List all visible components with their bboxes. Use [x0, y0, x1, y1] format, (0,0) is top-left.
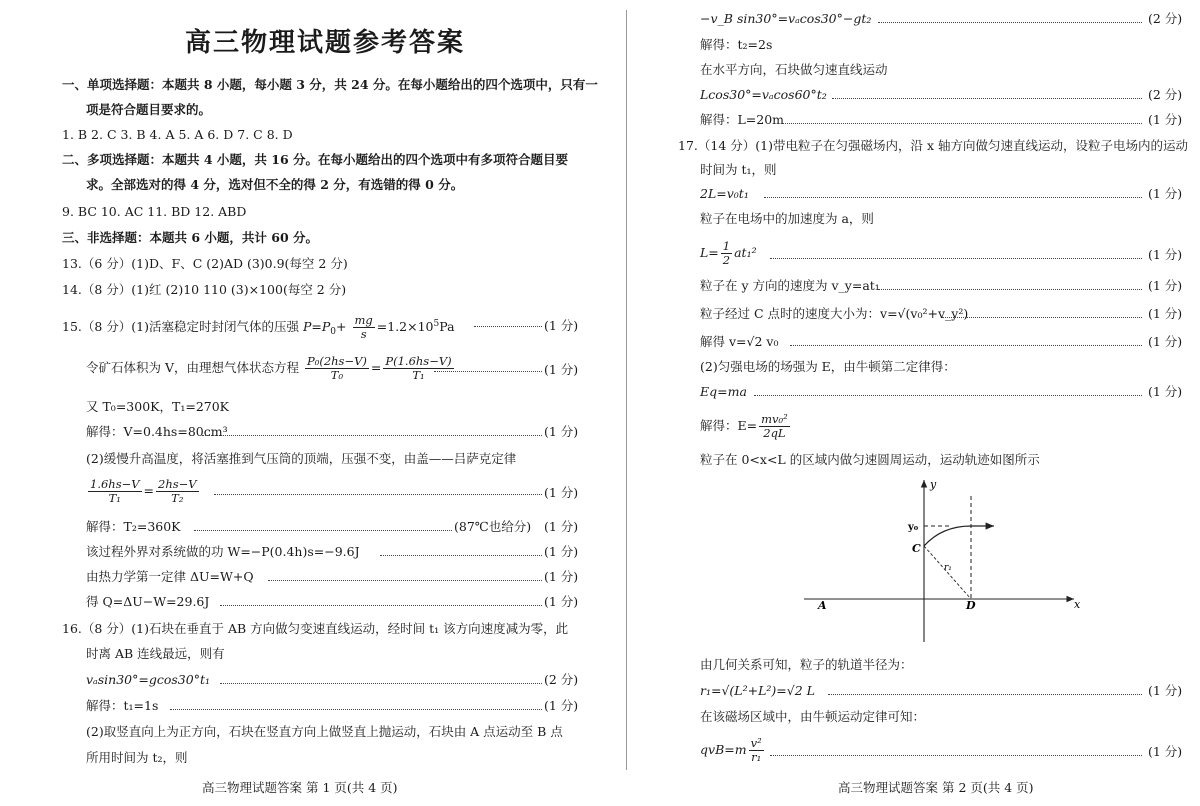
- q17-line-9: (2)匀强电场的场强为 E，由牛顿第二定律得：: [700, 359, 956, 374]
- q17-line-5: L= $\frac{1}{2}$ at₁²: [700, 239, 757, 267]
- q17-line-1: 17.（14 分）(1)带电粒子在匀强磁场内，沿 x 轴方向做匀速直线运动，设粒子电场内的运动: [678, 138, 1188, 153]
- leader-dots: [832, 98, 1142, 99]
- leader-dots: [828, 694, 1142, 695]
- field-strength-fraction: $\frac{\text{mv₀²}}{2qL}$: [761, 412, 788, 440]
- page-1-footer: 高三物理试题答案 第 1 页(共 4 页): [202, 780, 398, 795]
- point-a-label: A: [818, 599, 827, 612]
- q15-score-6: (1 分): [544, 544, 579, 559]
- q15-score-2: (1 分): [544, 362, 579, 377]
- leader-dots: [878, 289, 1142, 290]
- q15-score-4: (1 分): [544, 485, 579, 500]
- leader-dots: [434, 371, 542, 372]
- section-2-heading: 二、多项选择题：本题共 4 小题，共 16 分。在每小题给出的四个选项中有多项符合题目要: [62, 152, 569, 167]
- q15-line-2: 令矿石体积为 V，由理想气体状态方程 $\frac{\text{P₀(2hs−V)}}{\text{T₀}}$ = $\frac{P(1.6hs-V)}{\text{T₁}}$: [86, 354, 452, 382]
- q17-score-5: (1 分): [1148, 334, 1183, 349]
- radius-label: r₁: [944, 563, 952, 573]
- leader-dots: [474, 326, 542, 327]
- q15-line-6: $\frac{1.6hs-V}{\text{T₁}}$ = $\frac{2hs-V}{\text{T₂}}$: [90, 477, 197, 505]
- q17-score-2: (1 分): [1148, 247, 1183, 262]
- answers-1-8: 1. B 2. C 3. B 4. A 5. A 6. D 7. C 8. D: [62, 127, 293, 142]
- q17-line-3: 2L=v₀t₁: [700, 186, 749, 201]
- q17-line-16: qvB=m $\frac{\text{v²}}{\text{r₁}}$: [700, 736, 762, 764]
- q15-score-5: (1 分): [544, 519, 579, 534]
- leader-dots: [754, 395, 1142, 396]
- q17-score-3: (1 分): [1148, 278, 1183, 293]
- q15-note: (87℃也给分): [454, 519, 532, 534]
- x-axis-label: x: [1074, 598, 1081, 611]
- q15-line-8: 该过程外界对系统做的功 W=−P(0.4h)s=−9.6J: [86, 544, 360, 559]
- q15-eq-p: P=P: [303, 319, 331, 334]
- q15-line-1: 15.（8 分）(1)活塞稳定时封闭气体的压强 $P=P_0+$ $\frac{mg}{s}$ $=1.2\times 10^5Pa$: [62, 313, 455, 341]
- point-d-label: D: [966, 599, 976, 612]
- centripetal-fraction: $\frac{\text{v²}}{\text{r₁}}$: [750, 736, 762, 764]
- point-c-label: C: [912, 542, 921, 555]
- leader-dots: [220, 683, 542, 684]
- q17-line-4: 粒子在电场中的加速度为 a，则: [700, 211, 874, 226]
- y-axis-label: y: [930, 478, 937, 491]
- q15-line-9: 由热力学第一定律 ΔU=W+Q: [86, 569, 254, 584]
- q17-line-2: 时间为 t₁，则: [700, 162, 777, 177]
- q16-line-5: (2)取竖直向上为正方向，石块在竖直方向上做竖直上抛运动，石块由 A 点运动至 B 点: [86, 724, 563, 739]
- q17-score-4: (1 分): [1148, 306, 1183, 321]
- trajectory-arc: [924, 526, 971, 546]
- leader-dots: [770, 258, 1142, 259]
- leader-dots: [942, 317, 1142, 318]
- q16-cont-eq2: Lcos30°=vₐcos60°t₂: [700, 87, 827, 102]
- q17-score-1: (1 分): [1148, 186, 1183, 201]
- page-2-footer: 高三物理试题答案 第 2 页(共 4 页): [838, 780, 1034, 795]
- page-title: 高三物理试题参考答案: [184, 28, 465, 58]
- q17-line-13: 由几何关系可知，粒子的轨道半径为：: [700, 657, 913, 672]
- page-divider: [626, 10, 627, 770]
- q16-score-3: (2 分): [1148, 11, 1183, 26]
- q15-line-7: 解得：T₂=360K: [86, 519, 181, 534]
- q15-line-4: 解得：V=0.4hs=80cm³: [86, 424, 228, 439]
- q15-score-3: (1 分): [544, 424, 579, 439]
- leader-dots: [268, 580, 542, 581]
- q16-line-2: 时离 AB 连线最远，则有: [86, 646, 225, 661]
- gay-lussac-fraction-2: $\frac{2hs-V}{\text{T₂}}$: [158, 477, 197, 505]
- leader-dots: [790, 345, 1142, 346]
- section-2-heading-cont: 求。全部选对的得 4 分，选对但不全的得 2 分，有选错的得 0 分。: [86, 177, 464, 192]
- q16-score-2: (1 分): [544, 698, 579, 713]
- gay-lussac-fraction-1: $\frac{1.6hs-V}{\text{T₁}}$: [90, 477, 140, 505]
- answers-9-12: 9. BC 10. AC 11. BD 12. ABD: [62, 204, 247, 219]
- q17-line-8: 解得 v=√2 v₀: [700, 334, 779, 349]
- leader-dots: [380, 555, 542, 556]
- trajectory-diagram: [802, 476, 1092, 644]
- q17-line-10: Eq=ma: [700, 384, 747, 399]
- half-fraction: $\frac{1}{2}$: [722, 239, 731, 267]
- q15-eq-plus: +: [336, 319, 347, 334]
- leader-dots: [202, 435, 542, 436]
- section-1-heading-cont: 项是符合题目要求的。: [86, 102, 212, 117]
- q16-line-3: vₐsin30°=gcos30°t₁: [86, 672, 210, 687]
- q16-cont-L: 解得：L=20m: [700, 112, 785, 127]
- q15-head: 15.（8 分）(1)活塞稳定时封闭气体的压强: [62, 319, 300, 334]
- section-3-heading: 三、非选择题：本题共 6 小题，共计 60 分。: [62, 230, 319, 245]
- q16-score-5: (1 分): [1148, 112, 1183, 127]
- q16-cont-t2: 解得：t₂=2s: [700, 37, 773, 52]
- q17-score-7: (1 分): [1148, 683, 1183, 698]
- section-1-heading: 一、单项选择题：本题共 8 小题，每小题 3 分，共 24 分。在每小题给出的四个选项中，只有一: [62, 77, 598, 92]
- leader-dots: [214, 494, 542, 495]
- q15-score-7: (1 分): [544, 569, 579, 584]
- q16-score-1: (2 分): [544, 672, 579, 687]
- q17-score-8: (1 分): [1148, 744, 1183, 759]
- q15-state-fraction-1: $\frac{\text{P₀(2hs−V)}}{\text{T₀}}$: [307, 354, 367, 382]
- leader-dots: [770, 755, 1142, 756]
- q15-line-10: 得 Q=ΔU−W=29.6J: [86, 594, 210, 609]
- leader-dots: [170, 709, 542, 710]
- q17-score-6: (1 分): [1148, 384, 1183, 399]
- y0-label: y₀: [908, 522, 919, 533]
- q15-score-1: (1 分): [544, 318, 579, 333]
- q15-line-5: (2)缓慢升高温度，将活塞推到气压筒的顶端，压强不变，由盖——吕萨克定律: [86, 451, 517, 466]
- q17-line-7: 粒子经过 C 点时的速度大小为：v=√(v₀²+v_y²): [700, 306, 969, 321]
- q15-state-fraction-2: $\frac{P(1.6hs-V)}{\text{T₁}}$: [385, 354, 452, 382]
- q17-line-11: 解得：E= $\frac{\text{mv₀²}}{2qL}$: [700, 412, 788, 440]
- leader-dots: [878, 22, 1142, 23]
- q14-answer: 14.（8 分）(1)红 (2)10 110 (3)×100(每空 2 分): [62, 282, 347, 297]
- q16-line-1: 16.（8 分）(1)石块在垂直于 AB 方向做匀变速直线运动，经时间 t₁ 该方向速度减为零，此: [62, 621, 569, 636]
- leader-dots: [782, 123, 1142, 124]
- q15-score-8: (1 分): [544, 594, 579, 609]
- q15-eq-fraction: $\frac{mg}{s}$: [354, 313, 373, 341]
- q17-line-12: 粒子在 0<x<L 的区域内做匀速圆周运动，运动轨迹如图所示: [700, 452, 1040, 467]
- q15-line-3: 又 T₀=300K，T₁=270K: [86, 399, 230, 414]
- leader-dots: [764, 197, 1142, 198]
- q16-line-6: 所用时间为 t₂，则: [86, 750, 188, 765]
- leader-dots: [220, 605, 542, 606]
- leader-dots: [194, 530, 452, 531]
- q17-line-6: 粒子在 y 方向的速度为 v_y=at₁: [700, 278, 880, 293]
- q16-cont-horizontal: 在水平方向，石块做匀速直线运动: [700, 62, 888, 77]
- q16-cont-eq: −v_B sin30°=vₐcos30°−gt₂: [700, 11, 872, 26]
- q16-line-4: 解得：t₁=1s: [86, 698, 159, 713]
- q13-answer: 13.（6 分）(1)D、F、C (2)AD (3)0.9(每空 2 分): [62, 256, 348, 271]
- q17-line-15: 在该磁场区域中，由牛顿运动定律可知：: [700, 709, 926, 724]
- q16-score-4: (2 分): [1148, 87, 1183, 102]
- q17-line-14: r₁=√(L²+L²)=√2 L: [700, 683, 815, 698]
